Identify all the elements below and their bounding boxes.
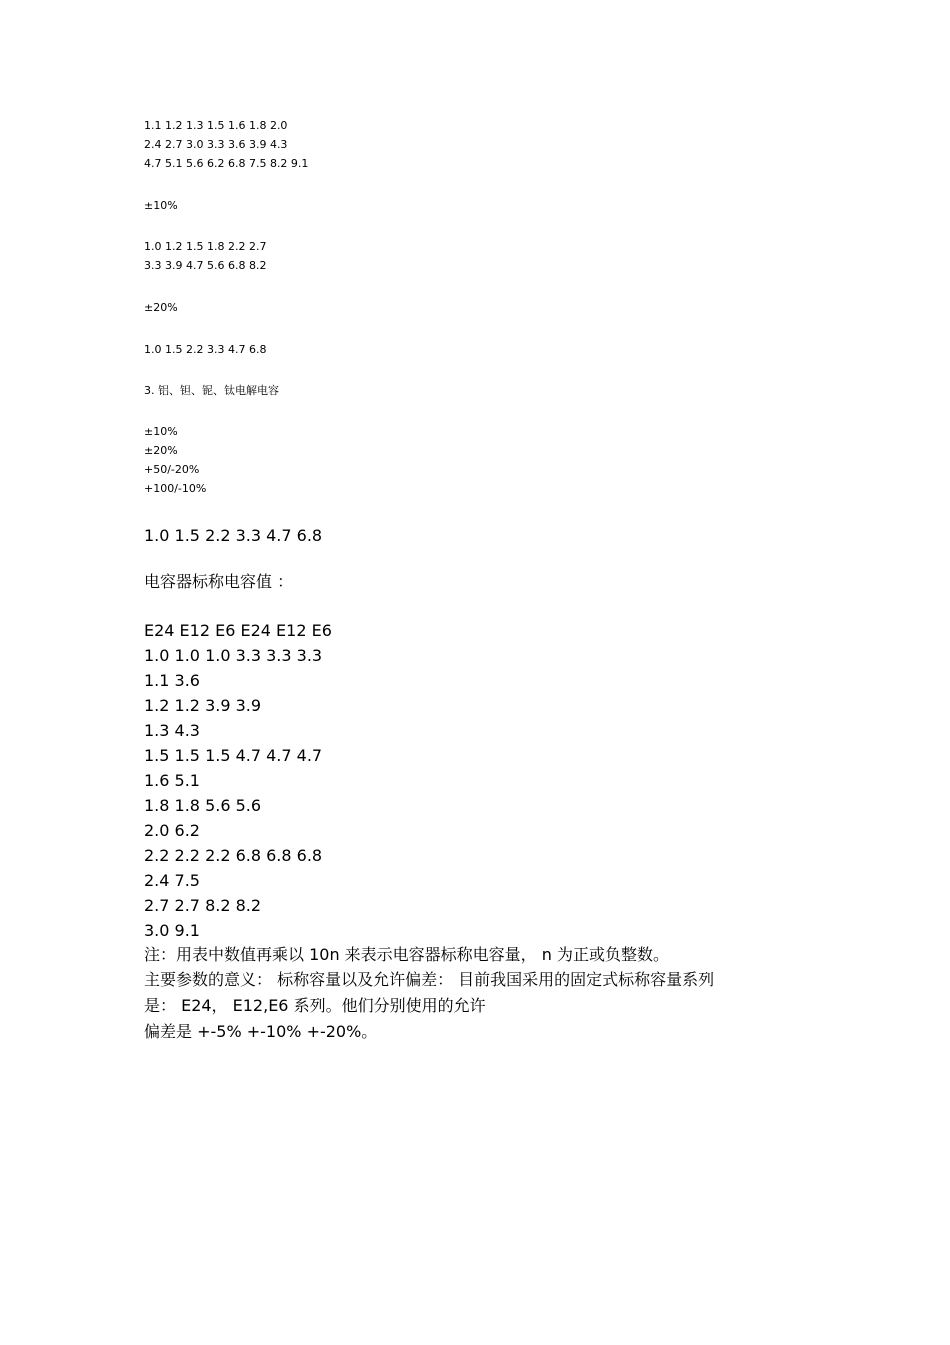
tolerance-item: +50/-20%	[144, 463, 200, 476]
table-row: 2.0 6.2	[144, 821, 200, 840]
table-note: 注：用表中数值再乘以 10n 来表示电容器标称电容量， n 为正或负整数。	[144, 945, 669, 964]
paragraph-line: 是： E24， E12,E6 系列。他们分别使用的允许	[144, 996, 486, 1015]
parameters-paragraph	[144, 967, 804, 1045]
e6-values-small: 1.0 1.5 2.2 3.3 4.7 6.8	[144, 343, 267, 356]
e12-line-2: 3.3 3.9 4.7 5.6 6.8 8.2	[144, 259, 267, 272]
e24-values-block	[144, 116, 308, 173]
table-row: 3.0 9.1	[144, 921, 200, 940]
tolerance-item: ±10%	[144, 425, 178, 438]
tolerance-item: ±20%	[144, 444, 178, 457]
table-row: 1.2 1.2 3.9 3.9	[144, 696, 262, 715]
table-header-row: E24 E12 E6 E24 E12 E6	[144, 621, 332, 640]
table-row: 1.5 1.5 1.5 4.7 4.7 4.7	[144, 746, 323, 765]
table-row: 2.4 7.5	[144, 871, 200, 890]
paragraph-line: 主要参数的意义： 标称容量以及允许偏差： 目前我国采用的固定式标称容量系列	[144, 970, 715, 989]
nominal-capacitance-title: 电容器标称电容值 ：	[144, 572, 294, 591]
e24-line-1: 1.1 1.2 1.3 1.5 1.6 1.8 2.0	[144, 119, 288, 132]
e6-values-large: 1.0 1.5 2.2 3.3 4.7 6.8	[144, 526, 323, 545]
e12-values-block	[144, 237, 266, 275]
electrolytic-tolerance-list	[144, 422, 206, 498]
e24-line-2: 2.4 2.7 3.0 3.3 3.6 3.9 4.3	[144, 138, 288, 151]
table-row: 1.3 4.3	[144, 721, 200, 740]
paragraph-line: 偏差是 +-5% +-10% +-20%。	[144, 1022, 378, 1041]
table-row: 1.8 1.8 5.6 5.6	[144, 796, 262, 815]
tolerance-10-label: ±10%	[144, 199, 178, 212]
table-row: 2.7 2.7 8.2 8.2	[144, 896, 262, 915]
tolerance-item: +100/-10%	[144, 482, 207, 495]
nominal-values-table	[144, 618, 332, 943]
table-row: 2.2 2.2 2.2 6.8 6.8 6.8	[144, 846, 323, 865]
tolerance-20-label: ±20%	[144, 301, 178, 314]
table-row: 1.1 3.6	[144, 671, 200, 690]
table-row: 1.6 5.1	[144, 771, 200, 790]
table-row: 1.0 1.0 1.0 3.3 3.3 3.3	[144, 646, 323, 665]
section-3-title: 3. 铝、钽、铌、钛电解电容	[144, 384, 279, 397]
e24-line-3: 4.7 5.1 5.6 6.2 6.8 7.5 8.2 9.1	[144, 157, 309, 170]
e12-line-1: 1.0 1.2 1.5 1.8 2.2 2.7	[144, 240, 267, 253]
